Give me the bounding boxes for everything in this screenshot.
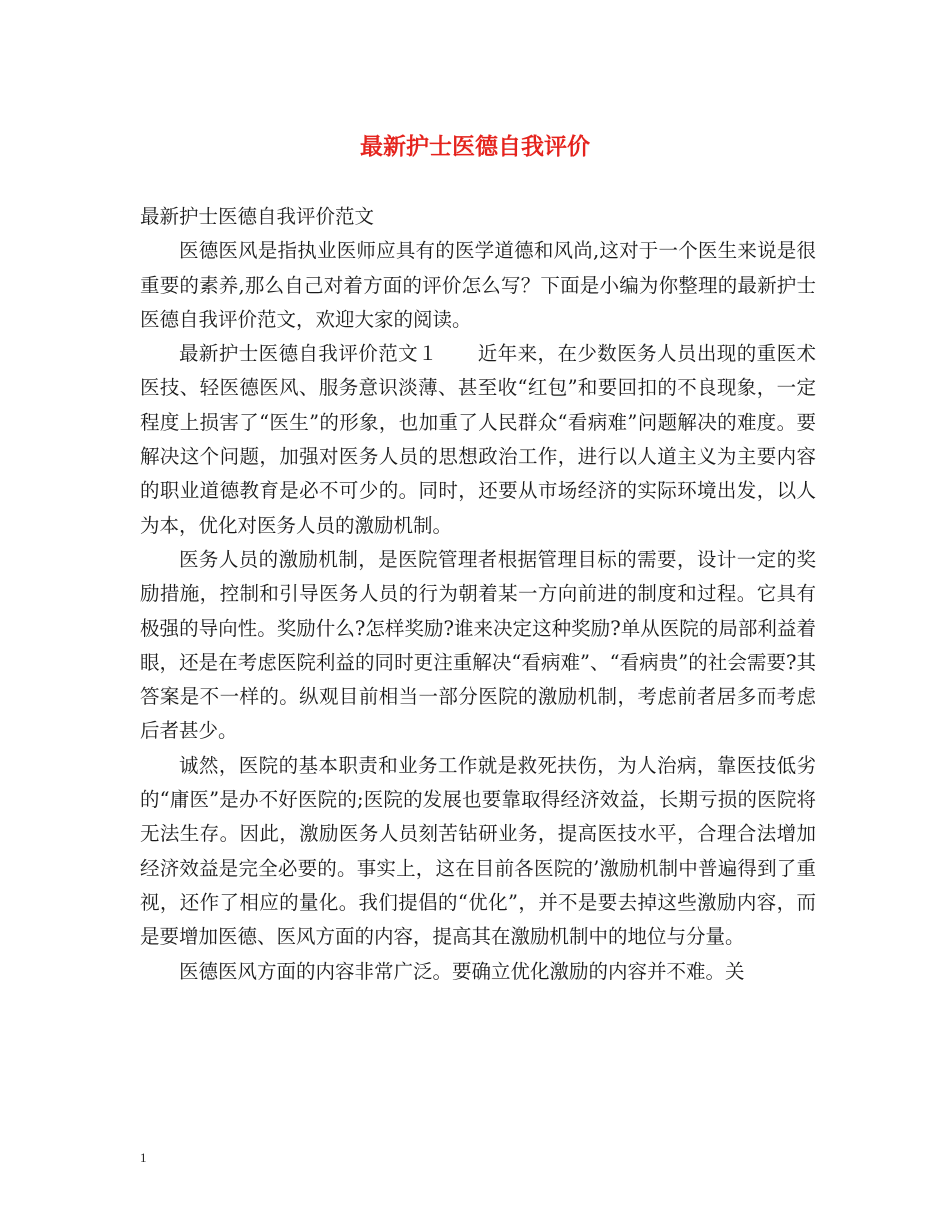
paragraph-2: 医务人员的激励机制，是医院管理者根据管理目标的需要，设计一定的奖励措施，控制和引导医务人员的行为朝着某一方向前进的制度和过程。它具有极强的导向性。奖励什么?怎样奖励?谁来决定这种奖励?单从医院的局部利益着眼，还是在考虑医院利益的同时更注重解决“看病难”、“看病贵”的社会需要?其答案是不一样的。纵观目前相当一部分医院的激励机制，考虑前者居多而考虑后者甚少。 bbox=[140, 547, 816, 743]
paragraph-intro: 医德医风是指执业医师应具有的医学道德和风尚,这对于一个医生来说是很重要的素养,那么自己对着方面的评价怎么写？下面是小编为你整理的最新护士医德自我评价范文，欢迎大家的阅读。 bbox=[140, 239, 816, 331]
document-subtitle: 最新护士医德自我评价范文 bbox=[140, 205, 375, 228]
paragraph-3: 诚然，医院的基本职责和业务工作就是救死扶伤，为人治病，靠医技低劣的“庸医”是办不好医院的;医院的发展也要靠取得经济效益，长期亏损的医院将无法生存。因此，激励医务人员刻苦钻研业务，提高医技水平，合理合法增加经济效益是完全必要的。事实上，这在目前各医院的’激励机制中普遍得到了重视，还作了相应的量化。我们提倡的“优化”，并不是要去掉这些激励内容，而是要增加医德、医风方面的内容，提高其在激励机制中的地位与分量。 bbox=[140, 753, 816, 949]
paragraph-4: 医德医风方面的内容非常广泛。要确立优化激励的内容并不难。关 bbox=[179, 959, 745, 983]
page-number: 1 bbox=[140, 1150, 147, 1165]
document-title: 最新护士医德自我评价 bbox=[360, 133, 590, 160]
paragraph-1: 最新护士医德自我评价范文１ 近年来，在少数医务人员出现的重医术医技、轻医德医风、服务意识淡薄、甚至收“红包”和要回扣的不良现象，一定程度上损害了“医生”的形象，也加重了人民群众“看病难”问题解决的难度。要解决这个问题，加强对医务人员的思想政治工作，进行以人道主义为主要内容的职业道德教育是必不可少的。同时，还要从市场经济的实际环境出发，以人为本，优化对医务人员的激励机制。 bbox=[140, 342, 816, 537]
document-body bbox=[140, 200, 816, 989]
